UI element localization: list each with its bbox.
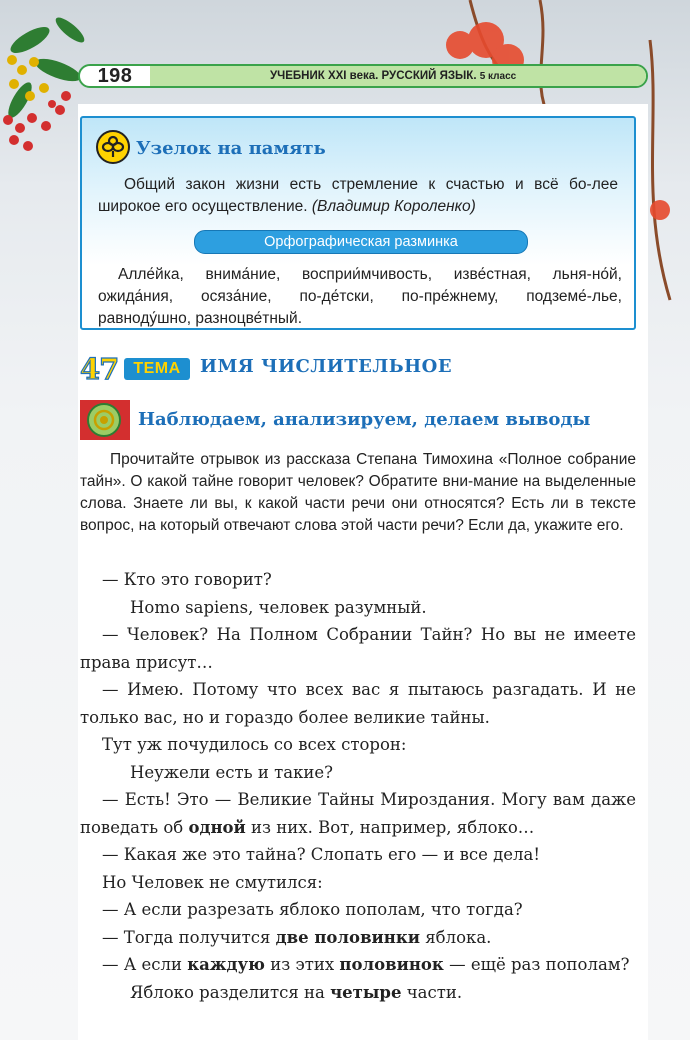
- header-title-strip: [150, 66, 646, 86]
- quote-text: Общий закон жизни есть стремление к счастью и всё бо-лее широкое его осуществление.: [98, 176, 618, 215]
- page-header: [78, 64, 648, 88]
- dialogue-line: — А если разрезать яблоко пополам, что тогда?: [102, 900, 523, 919]
- memo-quote: [98, 174, 618, 218]
- warmup-words: Алле́йка, внима́ние, восприи́мчивость, изве́стная, льня-но́й, ожида́ния, осяза́ние, по-де́тски, по-пре́жнему, подземе́-лье, равноду́шно, разноцве́тный.: [98, 266, 622, 327]
- text-segment: части.: [406, 982, 463, 1002]
- text-segment: из этих: [270, 955, 335, 974]
- highlighted-word: одной: [188, 817, 246, 837]
- highlighted-word: две половинки: [275, 927, 420, 947]
- dialogue-line: Неужели есть и такие?: [130, 762, 334, 782]
- dialogue-line: Но Человек не смутился:: [102, 872, 323, 892]
- dialogue-line: — Человек? На Полном Собрании Тайн? Но вы не имеете права присут…: [80, 625, 636, 672]
- knot-icon: [96, 130, 130, 164]
- topic-word: ТЕМА: [124, 358, 190, 380]
- dialogue-line: [80, 786, 636, 841]
- topic-title: ИМЯ ЧИСЛИТЕЛЬНОЕ: [200, 356, 453, 377]
- text-segment: из них. Вот, например, яблоко…: [251, 817, 535, 837]
- book-title-text: УЧЕБНИК XXI века. РУССКИЙ ЯЗЫК.: [270, 70, 477, 82]
- quote-author: (Владимир Короленко): [311, 198, 476, 215]
- text-segment: яблока.: [425, 927, 492, 947]
- memo-box: [80, 116, 636, 330]
- memo-title: Узелок на память: [136, 138, 326, 159]
- text-segment: — Есть! Это — Великие Тайны Мироздания. Могу вам даже поведать об: [80, 790, 636, 837]
- dialogue-line: [80, 924, 636, 952]
- warmup-label: Орфографическая разминка: [194, 230, 528, 254]
- text-segment: — Тогда получится: [102, 927, 271, 947]
- dialogue-line: — Имею. Потому что всех вас я пытаюсь разгадать. И не только вас, но и гораздо более великие тайны.: [80, 680, 636, 727]
- dialogue-line: [80, 951, 636, 979]
- highlighted-word: каждую: [187, 955, 265, 974]
- highlighted-word: половинок: [339, 955, 444, 974]
- task-text: Прочитайте отрывок из рассказа Степана Тимохина «Полное собрание тайн». О какой тайне говорит человек? Обратите вни-мание на выделенные слова. Знаете ли вы, к какой части речи они относятся? Есть ли в тексте вопрос, на который отвечают слова этой части речи? Если да, укажите его.: [80, 451, 636, 534]
- observe-icon: [80, 400, 130, 440]
- topic-badge: [80, 352, 190, 386]
- dialogue-line: [80, 979, 636, 1007]
- section-title: Наблюдаем, анализируем, делаем выводы: [138, 409, 591, 430]
- page-number: 198: [97, 64, 133, 87]
- text-segment: — А если: [102, 955, 182, 974]
- highlighted-word: четыре: [330, 982, 402, 1002]
- dialogue-line: — Какая же это тайна? Слопать его — и все дела!: [102, 845, 540, 864]
- dialogue-excerpt: [80, 566, 636, 1006]
- dialogue-line: Тут уж почудилось со всех сторон:: [102, 735, 407, 754]
- topic-number: 47: [80, 352, 119, 386]
- book-grade: 5 класс: [479, 71, 517, 82]
- dialogue-line: Homo sapiens, человек разумный.: [130, 597, 427, 617]
- text-segment: — ещё раз пополам?: [449, 955, 630, 974]
- text-segment: Яблоко разделится на: [130, 982, 325, 1002]
- book-title: [270, 70, 516, 82]
- dialogue-line: — Кто это говорит?: [102, 570, 272, 589]
